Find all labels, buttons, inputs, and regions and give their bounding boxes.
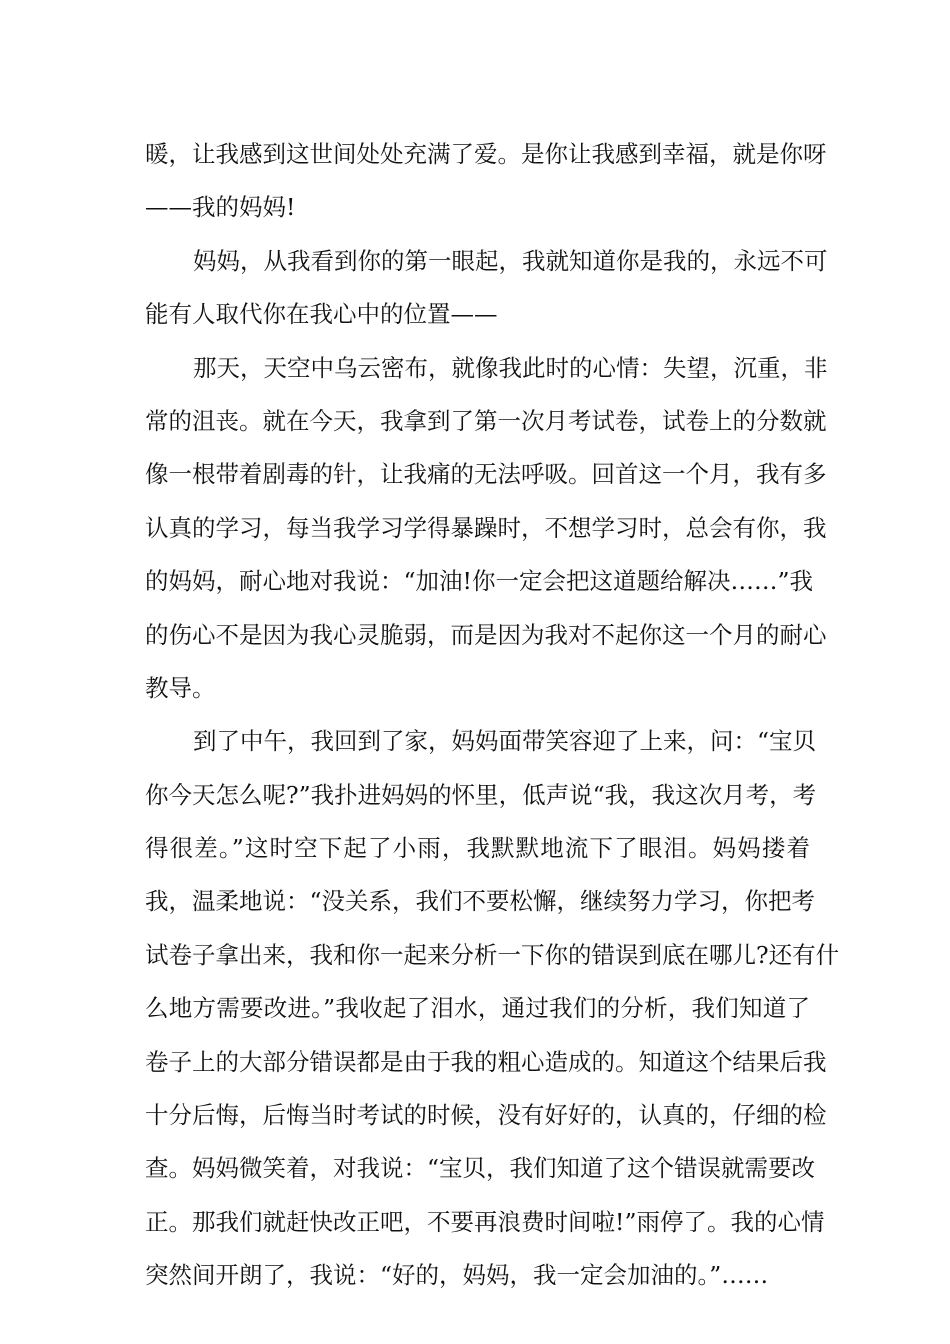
text-line: 正。那我们就赶快改正吧，不要再浪费时间啦!”雨停了。我的心情	[145, 1207, 825, 1236]
paragraph	[145, 715, 840, 1302]
paragraph	[145, 235, 828, 342]
text-line: 到了中午，我回到了家，妈妈面带笑容迎了上来，问：“宝贝	[193, 727, 817, 756]
text-line: 卷子上的大部分错误都是由于我的粗心造成的。知道这个结果后我	[145, 1047, 827, 1076]
text-line: 么地方需要改进。”我收起了泪水，通过我们的分析，我们知道了	[145, 994, 810, 1023]
document-body	[145, 128, 840, 1303]
paragraph	[145, 342, 828, 716]
paragraph	[145, 128, 827, 235]
text-line: 我，温柔地说：“没关系，我们不要松懈，继续努力学习，你把考	[145, 887, 816, 916]
text-line: ——我的妈妈!	[145, 193, 296, 222]
text-line: 像一根带着剧毒的针，让我痛的无法呼吸。回首这一个月，我有多	[145, 460, 827, 489]
text-line: 认真的学习，每当我学习学得暴躁时，不想学习时，总会有你，我	[145, 513, 827, 542]
text-line: 得很差。”这时空下起了小雨，我默默地流下了眼泪。妈妈搂着	[145, 834, 810, 863]
text-line: 能有人取代你在我心中的位置——	[145, 300, 498, 329]
text-line: 突然间开朗了，我说：“好的，妈妈，我一定会加油的。”……	[145, 1261, 769, 1290]
text-line: 常的沮丧。就在今天，我拿到了第一次月考试卷，试卷上的分数就	[145, 406, 827, 435]
text-line: 的伤心不是因为我心灵脆弱，而是因为我对不起你这一个月的耐心	[145, 620, 827, 649]
text-line: 十分后悔，后悔当时考试的时候，没有好好的，认真的，仔细的检	[145, 1101, 827, 1130]
text-line: 试卷子拿出来，我和你一起来分析一下你的错误到底在哪儿?还有什	[145, 940, 840, 969]
text-line: 你今天怎么呢?”我扑进妈妈的怀里，低声说“我，我这次月考，考	[145, 780, 817, 809]
text-line: 的妈妈，耐心地对我说：“加油!你一定会把这道题给解决……”我	[145, 567, 813, 596]
text-line: 教导。	[145, 673, 216, 702]
text-line: 妈妈，从我看到你的第一眼起，我就知道你是我的，永远不可	[193, 246, 828, 275]
text-line: 暖，让我感到这世间处处充满了爱。是你让我感到幸福，就是你呀	[145, 140, 827, 168]
text-line: 那天，天空中乌云密布，就像我此时的心情：失望，沉重，非	[193, 353, 828, 382]
text-line: 查。妈妈微笑着，对我说：“宝贝，我们知道了这个错误就需要改	[145, 1154, 816, 1183]
